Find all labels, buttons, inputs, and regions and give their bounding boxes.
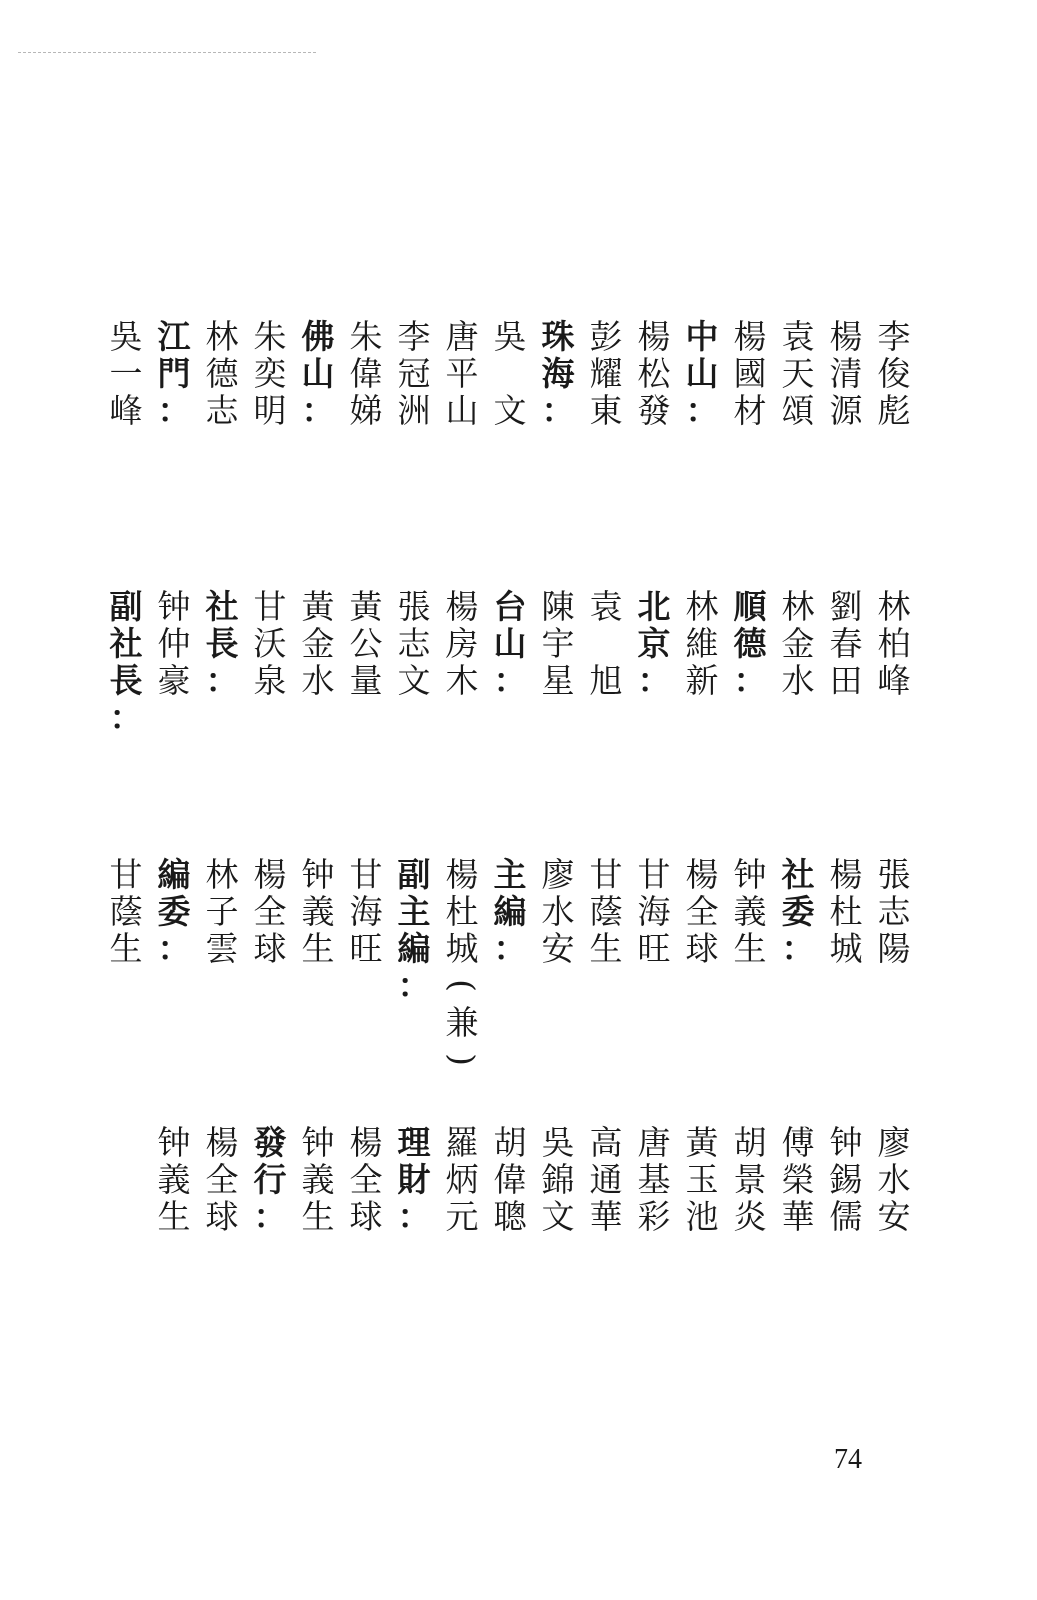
person-name: [294, 1124, 342, 1235]
glyph: 蔭: [589, 892, 623, 931]
glyph: 志: [877, 892, 911, 931]
glyph: 財: [397, 1160, 431, 1199]
glyph: 柏: [877, 624, 911, 663]
glyph: 楊: [349, 1123, 383, 1162]
glyph: 廖: [877, 1123, 911, 1162]
glyph: 李: [397, 317, 431, 356]
glyph: ：: [157, 391, 191, 430]
glyph: ：: [493, 661, 527, 700]
glyph: 山: [493, 624, 527, 663]
glyph: 楊: [733, 317, 767, 356]
glyph: [490, 355, 530, 392]
glyph: 門: [157, 354, 191, 393]
glyph: 雲: [205, 929, 239, 968]
glyph: 黃: [301, 587, 335, 626]
role-heading: [486, 856, 534, 967]
glyph: 黃: [685, 1123, 719, 1162]
glyph: 楊: [253, 855, 287, 894]
person-name: [582, 318, 630, 429]
glyph: 水: [877, 1160, 911, 1199]
person-name: [198, 1124, 246, 1235]
glyph: 理: [397, 1123, 431, 1162]
glyph: ：: [493, 929, 527, 968]
glyph: 房: [445, 624, 479, 663]
person-name: [870, 1124, 918, 1235]
glyph: 材: [733, 391, 767, 430]
glyph: 球: [685, 929, 719, 968]
glyph: 林: [781, 587, 815, 626]
glyph: ：: [397, 966, 431, 1005]
glyph: 吳: [109, 317, 143, 356]
glyph: 公: [349, 624, 383, 663]
glyph: 甘: [637, 855, 671, 894]
glyph: 彪: [877, 391, 911, 430]
glyph: 钟: [733, 855, 767, 894]
glyph: 仲: [157, 624, 191, 663]
glyph: ：: [253, 1197, 287, 1236]
glyph: 中: [685, 317, 719, 356]
person-name: [438, 318, 486, 429]
glyph: (: [442, 979, 482, 992]
glyph: 生: [589, 929, 623, 968]
glyph: 劉: [829, 587, 863, 626]
person-name: [246, 588, 294, 699]
glyph: 钟: [829, 1123, 863, 1162]
glyph: 義: [301, 892, 335, 931]
person-name: [822, 856, 870, 967]
role-heading: [774, 856, 822, 967]
glyph: 甘: [589, 855, 623, 894]
glyph: 杜: [445, 892, 479, 931]
glyph: 旺: [637, 929, 671, 968]
glyph: 儒: [829, 1197, 863, 1236]
glyph: 山: [685, 354, 719, 393]
glyph: ：: [541, 391, 575, 430]
person-name: [726, 856, 774, 967]
glyph: 玉: [685, 1160, 719, 1199]
glyph: 李: [877, 317, 911, 356]
glyph: 峰: [109, 391, 143, 430]
person-name: [438, 1124, 486, 1235]
glyph: 旺: [349, 929, 383, 968]
glyph: 委: [781, 892, 815, 931]
name-list-block-1: [102, 318, 918, 429]
glyph: 朱: [253, 317, 287, 356]
person-name: [390, 588, 438, 699]
glyph: 北: [637, 587, 671, 626]
glyph: 通: [589, 1160, 623, 1199]
glyph: [586, 625, 626, 662]
person-name: [438, 588, 486, 699]
person-name: [774, 318, 822, 429]
glyph: 沃: [253, 624, 287, 663]
glyph: 朱: [349, 317, 383, 356]
glyph: 元: [445, 1197, 479, 1236]
glyph: 社: [781, 855, 815, 894]
person-name: [822, 588, 870, 699]
glyph: 義: [301, 1160, 335, 1199]
person-name: [630, 1124, 678, 1235]
glyph: 安: [541, 929, 575, 968]
glyph: 水: [301, 661, 335, 700]
glyph: 春: [829, 624, 863, 663]
role-heading: [294, 318, 342, 429]
person-name: [582, 588, 630, 699]
glyph: 編: [493, 892, 527, 931]
glyph: 景: [733, 1160, 767, 1199]
glyph: 生: [109, 929, 143, 968]
person-name: [726, 318, 774, 429]
glyph: 發: [637, 391, 671, 430]
role-heading: [390, 856, 438, 1004]
person-name: [438, 856, 486, 1078]
glyph: 源: [829, 391, 863, 430]
glyph: 星: [541, 661, 575, 700]
glyph: 京: [637, 624, 671, 663]
person-name: [822, 1124, 870, 1235]
glyph: 炎: [733, 1197, 767, 1236]
glyph: 長: [205, 624, 239, 663]
glyph: 山: [445, 391, 479, 430]
person-name: [294, 856, 342, 967]
glyph: ：: [397, 1197, 431, 1236]
glyph: 文: [541, 1197, 575, 1236]
role-heading: [150, 856, 198, 967]
person-name: [342, 856, 390, 967]
glyph: 胡: [493, 1123, 527, 1162]
person-name: [870, 318, 918, 429]
person-name: [726, 1124, 774, 1235]
glyph: 行: [253, 1160, 287, 1199]
glyph: 錦: [541, 1160, 575, 1199]
glyph: 主: [397, 892, 431, 931]
glyph: 田: [829, 661, 863, 700]
glyph: 新: [685, 661, 719, 700]
glyph: 楊: [445, 855, 479, 894]
glyph: ：: [109, 698, 143, 737]
glyph: 生: [157, 1197, 191, 1236]
glyph: 球: [253, 929, 287, 968]
glyph: 台: [493, 587, 527, 626]
glyph: 全: [205, 1160, 239, 1199]
glyph: 钟: [301, 855, 335, 894]
person-name: [198, 856, 246, 967]
glyph: 海: [349, 892, 383, 931]
person-name: [150, 1124, 198, 1235]
glyph: 全: [253, 892, 287, 931]
role-heading: [630, 588, 678, 699]
glyph: 池: [685, 1197, 719, 1236]
glyph: 松: [637, 354, 671, 393]
person-name: [534, 588, 582, 699]
glyph: 順: [733, 587, 767, 626]
scan-artifact-line: [18, 52, 316, 53]
person-name: [342, 588, 390, 699]
glyph: 社: [109, 624, 143, 663]
glyph: 清: [829, 354, 863, 393]
glyph: 高: [589, 1123, 623, 1162]
glyph: 钟: [301, 1123, 335, 1162]
glyph: 廖: [541, 855, 575, 894]
glyph: ): [442, 1053, 482, 1066]
glyph: 彩: [637, 1197, 671, 1236]
glyph: 副: [397, 855, 431, 894]
glyph: 海: [637, 892, 671, 931]
glyph: 唐: [637, 1123, 671, 1162]
glyph: 主: [493, 855, 527, 894]
glyph: 杜: [829, 892, 863, 931]
glyph: 豪: [157, 661, 191, 700]
glyph: 林: [205, 855, 239, 894]
glyph: 袁: [589, 587, 623, 626]
glyph: 德: [205, 354, 239, 393]
glyph: 量: [349, 661, 383, 700]
glyph: ：: [781, 929, 815, 968]
glyph: 楊: [829, 855, 863, 894]
glyph: 钟: [157, 1123, 191, 1162]
glyph: 副: [109, 587, 143, 626]
glyph: 生: [301, 1197, 335, 1236]
glyph: 生: [733, 929, 767, 968]
glyph: 金: [781, 624, 815, 663]
glyph: 頌: [781, 391, 815, 430]
glyph: 華: [781, 1197, 815, 1236]
glyph: 編: [397, 929, 431, 968]
glyph: 陽: [877, 929, 911, 968]
glyph: 山: [301, 354, 335, 393]
glyph: 佛: [301, 317, 335, 356]
name-list-block-3: [102, 856, 918, 1078]
glyph: 城: [829, 929, 863, 968]
glyph: 黃: [349, 587, 383, 626]
glyph: 子: [205, 892, 239, 931]
glyph: 基: [637, 1160, 671, 1199]
glyph: 志: [397, 624, 431, 663]
glyph: 國: [733, 354, 767, 393]
person-name: [342, 1124, 390, 1235]
glyph: 袁: [781, 317, 815, 356]
glyph: 球: [349, 1197, 383, 1236]
glyph: 泉: [253, 661, 287, 700]
glyph: 炳: [445, 1160, 479, 1199]
glyph: 長: [109, 661, 143, 700]
person-name: [774, 1124, 822, 1235]
glyph: 俊: [877, 354, 911, 393]
glyph: 一: [109, 354, 143, 393]
glyph: ：: [733, 661, 767, 700]
glyph: 海: [541, 354, 575, 393]
person-name: [486, 318, 534, 429]
glyph: 木: [445, 661, 479, 700]
glyph: ：: [301, 391, 335, 430]
glyph: 水: [541, 892, 575, 931]
glyph: 安: [877, 1197, 911, 1236]
glyph: 社: [205, 587, 239, 626]
glyph: 發: [253, 1123, 287, 1162]
glyph: ：: [205, 661, 239, 700]
glyph: 楊: [205, 1123, 239, 1162]
person-name: [150, 588, 198, 699]
glyph: 文: [397, 661, 431, 700]
glyph: ：: [685, 391, 719, 430]
glyph: 城: [445, 929, 479, 968]
glyph: 明: [253, 391, 287, 430]
glyph: 德: [733, 624, 767, 663]
glyph: 全: [685, 892, 719, 931]
glyph: 旭: [589, 661, 623, 700]
glyph: 兼: [445, 1003, 479, 1042]
name-list-block-4: [150, 1124, 918, 1235]
person-name: [822, 318, 870, 429]
glyph: 林: [685, 587, 719, 626]
glyph: 甘: [349, 855, 383, 894]
glyph: 林: [877, 587, 911, 626]
person-name: [198, 318, 246, 429]
glyph: 吳: [541, 1123, 575, 1162]
role-heading: [390, 1124, 438, 1235]
glyph: 委: [157, 892, 191, 931]
glyph: 志: [205, 391, 239, 430]
glyph: 彭: [589, 317, 623, 356]
glyph: 偉: [493, 1160, 527, 1199]
person-name: [582, 856, 630, 967]
glyph: 耀: [589, 354, 623, 393]
glyph: 傅: [781, 1123, 815, 1162]
person-name: [534, 1124, 582, 1235]
glyph: 義: [157, 1160, 191, 1199]
glyph: 楊: [829, 317, 863, 356]
glyph: 宇: [541, 624, 575, 663]
glyph: 文: [493, 391, 527, 430]
glyph: 東: [589, 391, 623, 430]
glyph: 全: [349, 1160, 383, 1199]
role-heading: [486, 588, 534, 699]
glyph: 楊: [637, 317, 671, 356]
glyph: 钟: [157, 587, 191, 626]
person-name: [678, 588, 726, 699]
role-heading: [150, 318, 198, 429]
person-name: [534, 856, 582, 967]
glyph: 張: [877, 855, 911, 894]
glyph: 蔭: [109, 892, 143, 931]
person-name: [774, 588, 822, 699]
page-number: 74: [834, 1444, 862, 1475]
glyph: 江: [157, 317, 191, 356]
name-list-block-2: [102, 588, 918, 736]
glyph: 唐: [445, 317, 479, 356]
glyph: 編: [157, 855, 191, 894]
person-name: [246, 856, 294, 967]
person-name: [102, 318, 150, 429]
glyph: 錫: [829, 1160, 863, 1199]
person-name: [102, 856, 150, 967]
glyph: 胡: [733, 1123, 767, 1162]
glyph: 陳: [541, 587, 575, 626]
glyph: 吳: [493, 317, 527, 356]
person-name: [486, 1124, 534, 1235]
glyph: 林: [205, 317, 239, 356]
person-name: [678, 856, 726, 967]
role-heading: [534, 318, 582, 429]
glyph: 球: [205, 1197, 239, 1236]
glyph: 峰: [877, 661, 911, 700]
glyph: 楊: [685, 855, 719, 894]
glyph: 維: [685, 624, 719, 663]
glyph: 奕: [253, 354, 287, 393]
glyph: 義: [733, 892, 767, 931]
role-heading: [246, 1124, 294, 1235]
person-name: [678, 1124, 726, 1235]
glyph: 張: [397, 587, 431, 626]
glyph: 洲: [397, 391, 431, 430]
glyph: 華: [589, 1197, 623, 1236]
person-name: [630, 318, 678, 429]
person-name: [390, 318, 438, 429]
glyph: 榮: [781, 1160, 815, 1199]
glyph: 珠: [541, 317, 575, 356]
person-name: [870, 856, 918, 967]
role-heading: [678, 318, 726, 429]
glyph: 聰: [493, 1197, 527, 1236]
role-heading: [726, 588, 774, 699]
glyph: 天: [781, 354, 815, 393]
glyph: 生: [301, 929, 335, 968]
person-name: [582, 1124, 630, 1235]
person-name: [294, 588, 342, 699]
glyph: 偉: [349, 354, 383, 393]
glyph: 羅: [445, 1123, 479, 1162]
glyph: 甘: [253, 587, 287, 626]
glyph: 水: [781, 661, 815, 700]
person-name: [630, 856, 678, 967]
glyph: 金: [301, 624, 335, 663]
glyph: 娣: [349, 391, 383, 430]
role-heading: [102, 588, 150, 736]
glyph: ：: [157, 929, 191, 968]
person-name: [342, 318, 390, 429]
glyph: 甘: [109, 855, 143, 894]
role-heading: [198, 588, 246, 699]
glyph: 平: [445, 354, 479, 393]
person-name: [870, 588, 918, 699]
glyph: ：: [637, 661, 671, 700]
glyph: 冠: [397, 354, 431, 393]
person-name: [246, 318, 294, 429]
glyph: 楊: [445, 587, 479, 626]
